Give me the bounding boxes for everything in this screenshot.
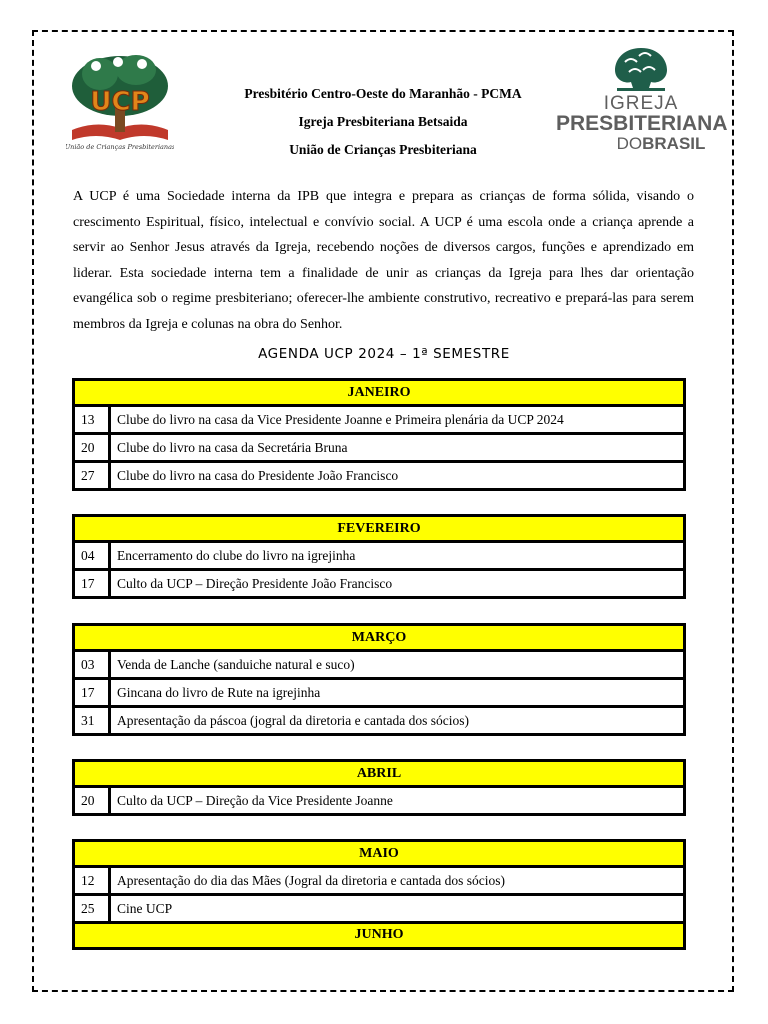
event-day: 20 <box>75 788 111 813</box>
event-description: Culto da UCP – Direção Presidente João Francisco <box>117 576 393 591</box>
event-description: Clube do livro na casa do Presidente João Francisco <box>117 468 399 483</box>
table-row <box>72 543 686 571</box>
event-day: 12 <box>75 868 111 893</box>
month-table-fevereiro <box>72 514 686 599</box>
table-row <box>72 708 686 736</box>
bush-icon <box>609 44 673 92</box>
agenda-title: AGENDA UCP 2024 – 1ª SEMESTRE <box>258 346 510 362</box>
ucp-logo-graphic <box>66 52 174 152</box>
month-table-marco <box>72 623 686 736</box>
event-description: Encerramento do clube do livro na igrejinha <box>117 548 356 563</box>
table-row <box>72 680 686 708</box>
month-header-junho: JUNHO <box>72 924 686 950</box>
month-header: ABRIL <box>72 759 686 788</box>
month-header: JANEIRO <box>72 378 686 407</box>
month-header: MAIO <box>72 839 686 868</box>
event-description: Venda de Lanche (sanduiche natural e suco) <box>117 657 355 672</box>
month-header: MARÇO <box>72 623 686 652</box>
event-description: Clube do livro na casa da Vice Presidente Joanne e Primeira plenária da UCP 2024 <box>117 412 564 427</box>
table-row <box>72 435 686 463</box>
table-row <box>72 652 686 680</box>
ipb-logo-line2: PRESBITERIANA <box>556 112 728 135</box>
month-table-maio <box>72 839 686 950</box>
event-day: 04 <box>75 543 111 568</box>
table-row <box>72 463 686 491</box>
table-row <box>72 868 686 896</box>
event-day: 25 <box>75 896 111 921</box>
month-table-abril <box>72 759 686 816</box>
event-day: 17 <box>75 680 111 705</box>
document-header <box>180 84 586 168</box>
month-header: FEVEREIRO <box>72 514 686 543</box>
ipb-logo-line3: DOBRASIL <box>616 134 706 153</box>
event-day: 27 <box>75 463 111 488</box>
event-description: Apresentação do dia das Mães (Jogral da diretoria e cantada dos sócios) <box>117 873 505 888</box>
header-church: Igreja Presbiteriana Betsaida <box>298 114 468 129</box>
event-description: Culto da UCP – Direção da Vice Presidente Joanne <box>117 793 393 808</box>
table-row <box>72 571 686 599</box>
event-description: Cine UCP <box>117 901 173 916</box>
event-description: Clube do livro na casa da Secretária Bruna <box>117 440 348 455</box>
event-day: 31 <box>75 708 111 733</box>
event-day: 20 <box>75 435 111 460</box>
intro-paragraph: A UCP é uma Sociedade interna da IPB que integra e prepara as crianças de forma sólida, visando o crescimento Espiritual, físico, intelectual e convívio social. A UCP é uma escola onde a criança aprende a servir ao Senhor Jesus através da Igreja, recebendo noções de diversos cargos, funções e aprendizado em liderar. Esta sociedade interna tem a finalidade de unir as crianças da Igreja para lhes dar orientação evangélica sob o regime presbiteriano; oferecer-lhe ambiente construtivo, recreativo e prepará-las para serem membros da Igreja e colunas na obra do Senhor. <box>73 189 694 332</box>
table-row <box>72 407 686 435</box>
ipb-logo-line1: IGREJA <box>603 93 679 114</box>
event-description: Apresentação da páscoa (jogral da diretoria e cantada dos sócios) <box>117 713 469 728</box>
table-row <box>72 788 686 816</box>
header-presbytery: Presbitério Centro-Oeste do Maranhão - PCMA <box>244 86 522 101</box>
event-day: 17 <box>75 571 111 596</box>
event-day: 13 <box>75 407 111 432</box>
table-row <box>72 896 686 924</box>
month-table-janeiro <box>72 378 686 491</box>
header-society: União de Crianças Presbiteriana <box>289 142 477 157</box>
event-description: Gincana do livro de Rute na igrejinha <box>117 685 321 700</box>
event-day: 03 <box>75 652 111 677</box>
ucp-logo <box>66 52 174 152</box>
svg-text:UCP: UCP <box>90 87 150 117</box>
svg-text:União de Crianças Presbiterian: União de Crianças Presbiterianas <box>66 143 174 151</box>
